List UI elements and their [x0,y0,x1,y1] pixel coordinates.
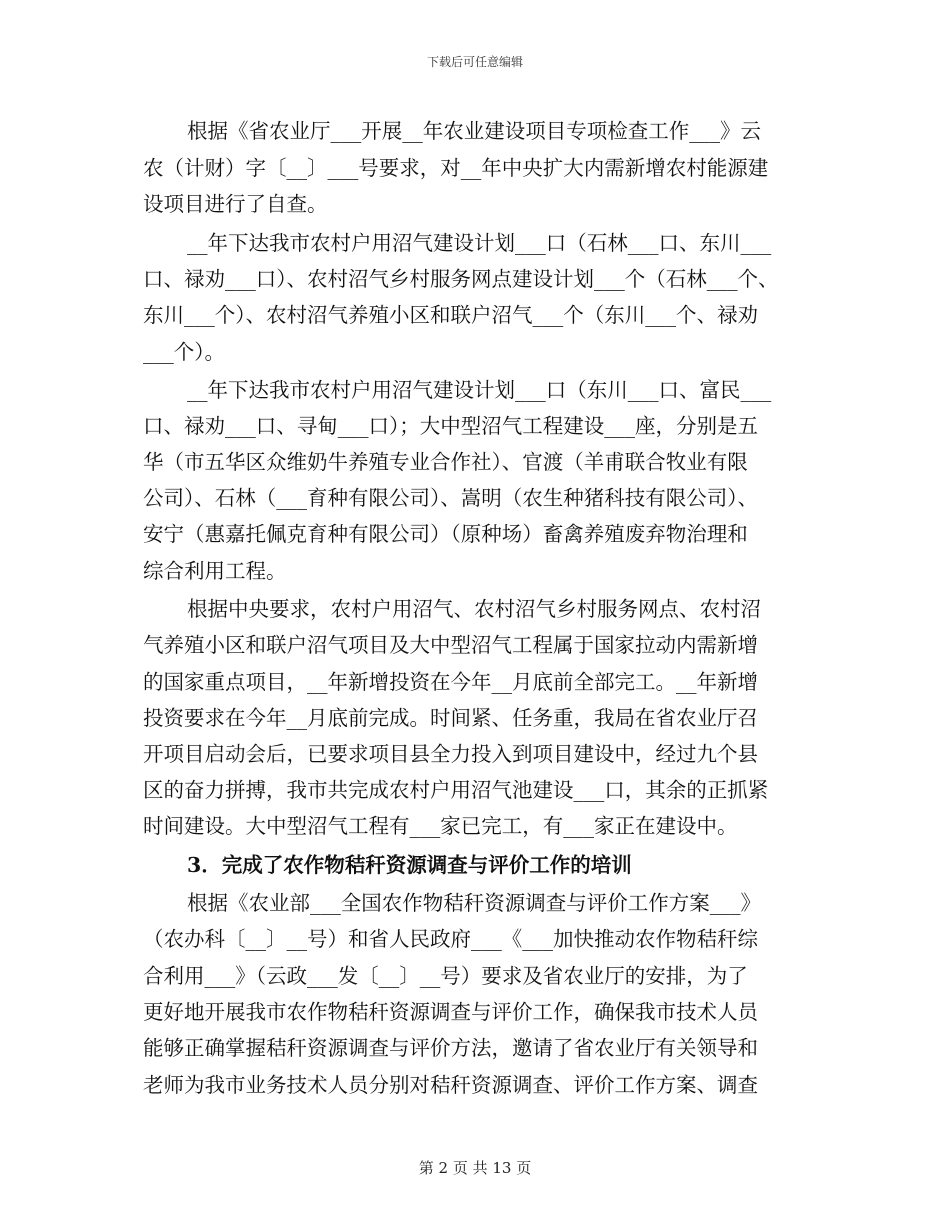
paragraph-line: __年下达我市农村户用沼气建设计划___口（东川___口、富民___ [187,378,772,402]
paragraph-line: 东川___个）、农村沼气养殖小区和联户沼气___个（东川___个、禄劝 [143,303,758,327]
paragraph-line: （农办科〔__〕__号）和省人民政府___《___加快推动农作物秸秆综 [143,927,758,951]
paragraph-line: 口、禄劝___口）、农村沼气乡村服务网点建设计划___个（石林___个、 [143,267,779,291]
paragraph-line: 时间建设。大中型沼气工程有___家已完工，有___家正在建设中。 [143,814,738,838]
paragraph-line: 根据《省农业厅___开展__年农业建设项目专项检查工作___》云 [187,119,761,143]
paragraph-line: 区的奋力拼搏，我市共完成农村户用沼气池建设___口，其余的正抓紧 [143,778,769,802]
paragraph-line: 口、禄劝___口、寻甸___口）；大中型沼气工程建设___座，分别是五 [143,414,758,438]
page-number: 第 2 页 共 13 页 [418,1159,532,1177]
paragraph-line: 老师为我市业务技术人员分别对秸秆资源调查、评价工作方案、调查 [143,1073,758,1097]
paragraph-line: ___个）。 [143,340,225,364]
paragraph-line: 根据《农业部___全国农作物秸秆资源调查与评价工作方案___》 [187,891,761,915]
paragraph-line: 开项目启动会后，已要求项目县全力投入到项目建设中，经过九个县 [143,742,758,766]
paragraph-line: __年下达我市农村户用沼气建设计划___口（石林___口、东川___ [187,231,772,255]
paragraph-line: 综合利用工程。 [143,559,287,583]
paragraph-line: 公司）、石林（___育种有限公司）、嵩明（农生种猪科技有限公司）、 [143,486,758,510]
paragraph-line: 投资要求在今年__月底前完成。时间紧、任务重，我局在省农业厅召 [143,706,758,730]
paragraph-line: 能够正确掌握秸秆资源调查与评价方法，邀请了省农业厅有关领导和 [143,1036,758,1060]
paragraph-line: 气养殖小区和联户沼气项目及大中型沼气工程属于国家拉动内需新增 [143,633,758,657]
section-heading: 3．完成了农作物秸秆资源调查与评价工作的培训 [187,853,632,877]
paragraph-line: 的国家重点项目，__年新增投资在今年__月底前全部完工。__年新增 [143,670,758,694]
paragraph-line: 安宁（惠嘉托佩克育种有限公司）（原种场）畜禽养殖废弃物治理和 [143,522,748,546]
paragraph-line: 合利用___》（云政___发〔__〕__号）要求及省农业厅的安排，为了 [143,964,748,988]
paragraph-line: 更好地开展我市农作物秸秆资源调查与评价工作，确保我市技术人员 [143,1000,758,1024]
page-header-note: 下载后可任意编辑 [426,55,523,69]
paragraph-line: 设项目进行了自查。 [143,192,328,216]
paragraph-line: 华（市五华区众维奶牛养殖专业合作社）、官渡（羊甫联合牧业有限 [143,450,748,474]
paragraph-line: 根据中央要求，农村户用沼气、农村沼气乡村服务网点、农村沼 [187,597,761,621]
paragraph-line: 农（计财）字〔__〕___号要求，对__年中央扩大内需新增农村能源建 [143,156,769,180]
